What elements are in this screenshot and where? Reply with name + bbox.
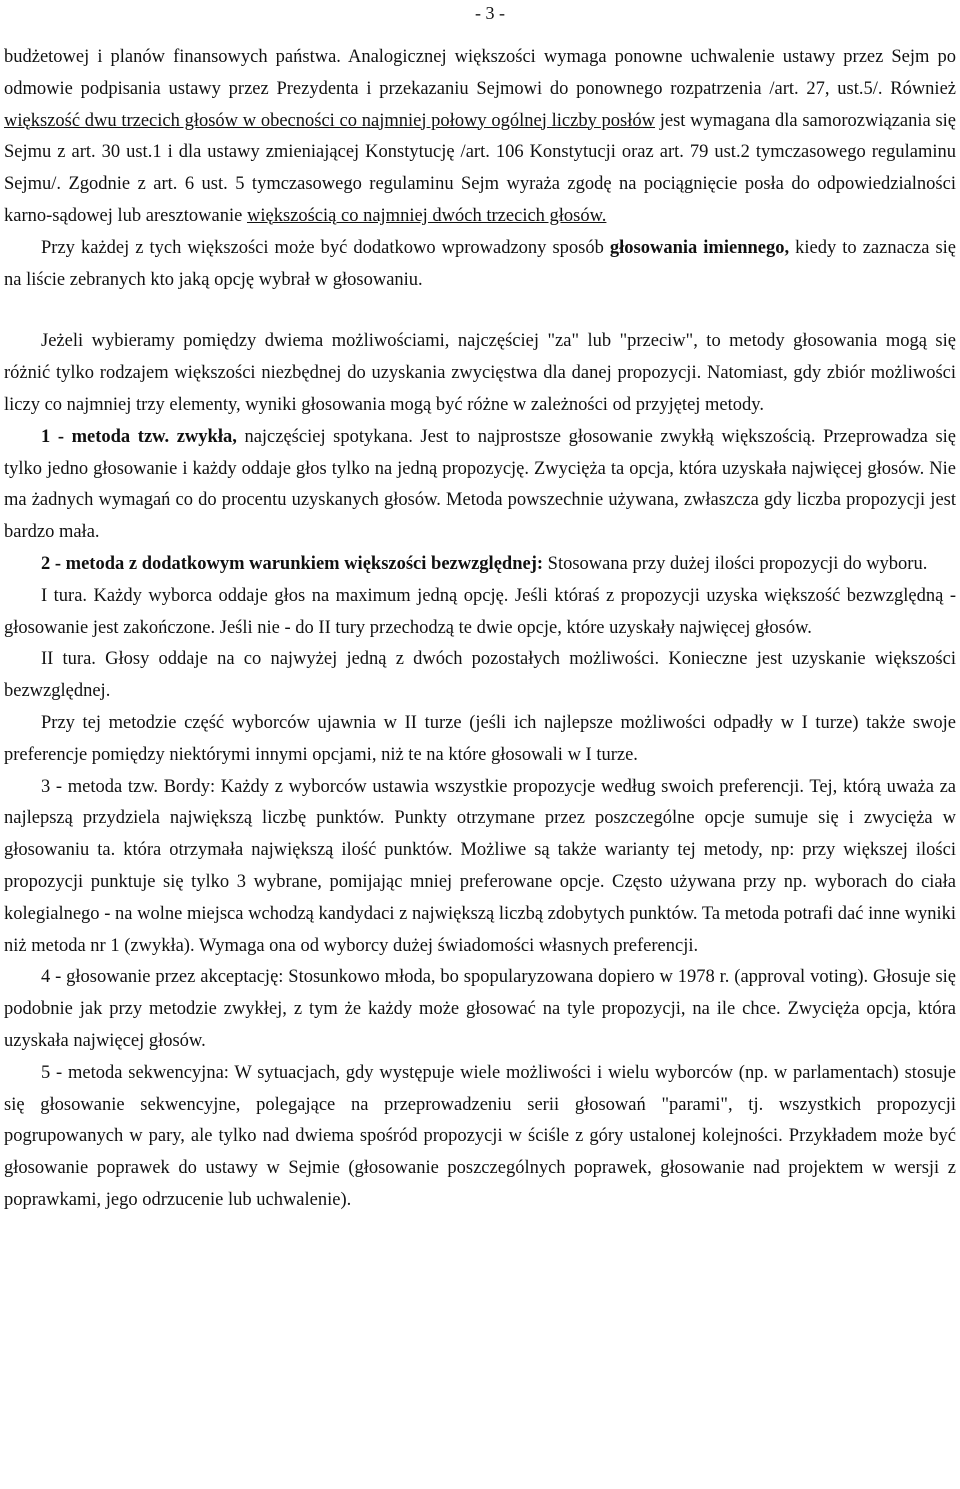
text-run: Przy tej metodzie część wyborców ujawnia w II turze (jeśli ich najlepsze możliwości odpadły w I turze) także swoje preferencje pomiędzy niektórymi innymi opcjami, niż te na które głosowali w I turze. xyxy=(4,712,956,765)
bold-text: 1 - metoda tzw. zwykła, xyxy=(41,426,237,447)
text-run: jest wymagana dla samorozwiązania się Sejmu z art. 30 ust.1 i dla ustawy zmieniającej Konstytucję /art. 106 Konstytucji oraz art. 79 ust.2 tymczasowego regulaminu Sejmu/. Zgodnie z art. 6 ust. 5 tymczasowego regulaminu Sejm wyraża zgodę na pociągnięcie posła do odpowiedzialności karno-sądowej lub aresztowanie xyxy=(4,110,956,226)
paragraph-p5 xyxy=(4,549,956,581)
paragraph-p1 xyxy=(4,42,956,233)
text-run: Stosowana przy dużej ilości propozycji do wyboru. xyxy=(543,553,928,574)
text-run: I tura. Każdy wyborca oddaje głos na maximum jedną opcję. Jeśli któraś z propozycji uzyska większość bezwzględną - głosowanie jest zakończone. Jeśli nie - do II tury przechodzą te dwie opcje, które uzyskały najwięcej głosów. xyxy=(4,585,956,638)
bold-text: 2 - metoda z dodatkowym warunkiem większości bezwzględnej: xyxy=(41,553,544,574)
text-run: Jeżeli wybieramy pomiędzy dwiema możliwościami, najczęściej "za" lub "przeciw", to metody głosowania mogą się różnić tylko rodzajem większości niezbędnej do uzyskania zwycięstwa dla danej propozycji. Natomiast, gdy zbiór możliwości liczy co najmniej trzy elementy, wyniki głosowania mogą być różne w zależności od przyjętej metody. xyxy=(4,331,956,415)
paragraph-p6 xyxy=(4,581,956,645)
paragraph-p9 xyxy=(4,772,956,963)
paragraph-p7 xyxy=(4,644,956,708)
paragraph-p10 xyxy=(4,962,956,1057)
document-body xyxy=(4,42,956,1217)
page-number: - 3 - xyxy=(475,3,505,23)
text-run: 4 - głosowanie przez akceptację: Stosunkowo młoda, bo spopularyzowana dopiero w 1978 r. (approval voting). Głosuje się podobnie jak przy metodzie zwykłej, z tym że każdy może głosować na tyle propozycji, na ile chce. Zwycięża opcja, która uzyskała najwięcej głosów. xyxy=(4,967,956,1051)
underlined-text: większość dwu trzecich głosów w obecności co najmniej połowy ogólnej liczby posłów xyxy=(4,110,655,131)
text-run: Przy każdej z tych większości może być dodatkowo wprowadzony sposób xyxy=(41,237,610,258)
text-run: 3 - metoda tzw. Bordy: Każdy z wyborców ustawia wszystkie propozycje według swoich preferencji. Tej, którą uważa za najlepszą przydziela największą liczbę punktów. Punkty otrzymane przez poszczególne opcje sumuje się i zwycięża w głosowaniu ta. która otrzymała największą ilość punktów. Możliwe są także warianty tej metody, np: przy większej ilości propozycji punktuje się tylko 3 wybrane, pomijając mniej preferowane opcje. Często używana przy np. wyborach do ciała kolegialnego - na wolne miejsca wchodzą kandydaci z największą liczbą zdobytych punktów. Ta metoda potrafi dać inne wyniki niż metoda nr 1 (zwykła). Wymaga ona od wyborcy dużej świadomości własnych preferencji. xyxy=(4,776,956,956)
text-run: budżetowej i planów finansowych państwa. Analogicznej większości wymaga ponowne uchwalenie ustawy przez Sejm po odmowie podpisania ustawy przez Prezydenta i przekazaniu Sejmowi do ponownego rozpatrzenia /art. 27, ust.5/. Również xyxy=(4,47,956,99)
bold-text: głosowania imiennego, xyxy=(609,237,790,258)
paragraph-p8 xyxy=(4,708,956,772)
paragraph-p2 xyxy=(4,233,956,297)
underlined-text: większością co najmniej dwóch trzecich głosów. xyxy=(246,205,607,226)
text-run: najczęściej spotykana. Jest to najprostsze głosowanie zwykłą większością. Przeprowadza się tylko jedno głosowanie i każdy oddaje głos tylko na jedną propozycję. Zwycięża ta opcja, która uzyskała najwięcej głosów. Nie ma żadnych wymagań co do procentu uzyskanych głosów. Metoda powszechnie używana, zwłaszcza gdy liczba propozycji jest bardzo mała. xyxy=(4,426,956,543)
text-run: 5 - metoda sekwencyjna: W sytuacjach, gdy występuje wiele możliwości i wielu wyborców (np. w parlamentach) stosuje się głosowanie sekwencyjne, polegające na przeprowadzeniu serii głosowań "parami", tj. wszystkich propozycji pogrupowanych w pary, ale tylko nad dwiema spośród propozycji w ściśle z góry ustalonej kolejności. Przykładem może być głosowanie poprawek do ustawy w Sejmie (głosowanie poszczególnych poprawek, głosowanie nad projektem w wersji z poprawkami, jego odrzucenie lub uchwalenie). xyxy=(4,1062,956,1210)
text-run: kiedy to zaznacza się na liście zebranych kto jaką opcję wybrał w głosowaniu. xyxy=(4,237,957,290)
text-run: II tura. Głosy oddaje na co najwyżej jedną z dwóch pozostałych możliwości. Konieczne jest uzyskanie większości bezwzględnej. xyxy=(4,649,956,702)
paragraph-p11 xyxy=(4,1058,956,1217)
paragraph-p3 xyxy=(4,326,956,421)
paragraph-p4 xyxy=(4,422,956,549)
